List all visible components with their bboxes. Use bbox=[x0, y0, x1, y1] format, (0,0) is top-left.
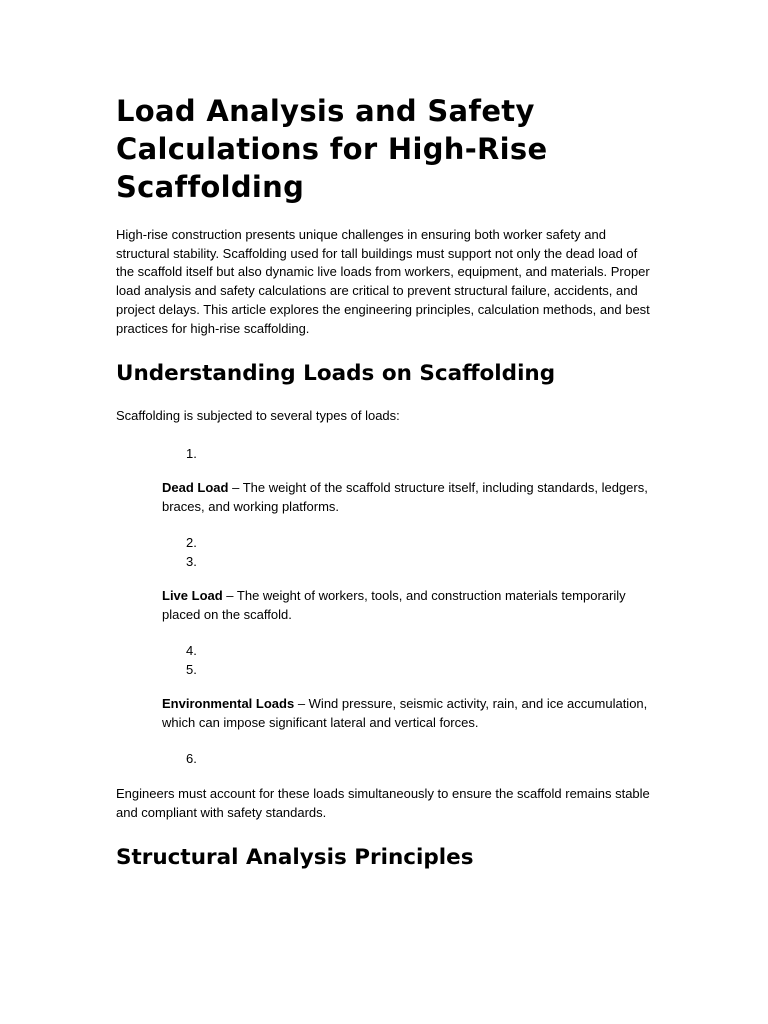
loads-lead-paragraph: Scaffolding is subjected to several types of loads: bbox=[116, 408, 400, 424]
list-item-text: – Wind pressure, seismic activity, rain, and ice accumulation, which can impose significant lateral and vertical forces. bbox=[162, 696, 648, 730]
list-number: 3. bbox=[186, 553, 197, 569]
list-number: 6. bbox=[186, 750, 197, 766]
list-number: 1. bbox=[186, 445, 197, 461]
list-number: 5. bbox=[186, 661, 197, 677]
list-item-text: – The weight of workers, tools, and construction materials temporarily placed on the scaffold. bbox=[162, 588, 626, 622]
list-item-environmental-loads bbox=[162, 695, 652, 732]
section-heading-structural-analysis: Structural Analysis Principles bbox=[116, 845, 474, 871]
list-number: 4. bbox=[186, 642, 197, 658]
list-item-live-load bbox=[162, 587, 652, 624]
intro-paragraph: High-rise construction presents unique challenges in ensuring both worker safety and structural stability. Scaffolding used for tall buildings must support not only the dead load of the scaffold itself but also dynamic live loads from workers, equipment, and materials. Proper load analysis and safety calculations are critical to prevent structural failure, accidents, and project delays. This article explores the engineering principles, calculation methods, and best practices for high-rise scaffolding. bbox=[116, 227, 650, 336]
list-item-term: Dead Load bbox=[162, 480, 229, 496]
section-heading-loads: Understanding Loads on Scaffolding bbox=[116, 361, 556, 387]
list-item-dead-load bbox=[162, 479, 652, 516]
list-item-term: Environmental Loads bbox=[162, 696, 295, 712]
document-page bbox=[116, 92, 652, 872]
list-item-text: – The weight of the scaffold structure itself, including standards, ledgers, braces, and working platforms. bbox=[162, 480, 648, 514]
list-number: 2. bbox=[186, 534, 197, 550]
document-title: Load Analysis and Safety Calculations for High-Rise Scaffolding bbox=[116, 94, 548, 204]
loads-closing-paragraph: Engineers must account for these loads simultaneously to ensure the scaffold remains stable and compliant with safety standards. bbox=[116, 785, 650, 820]
list-item-term: Live Load bbox=[162, 588, 223, 604]
